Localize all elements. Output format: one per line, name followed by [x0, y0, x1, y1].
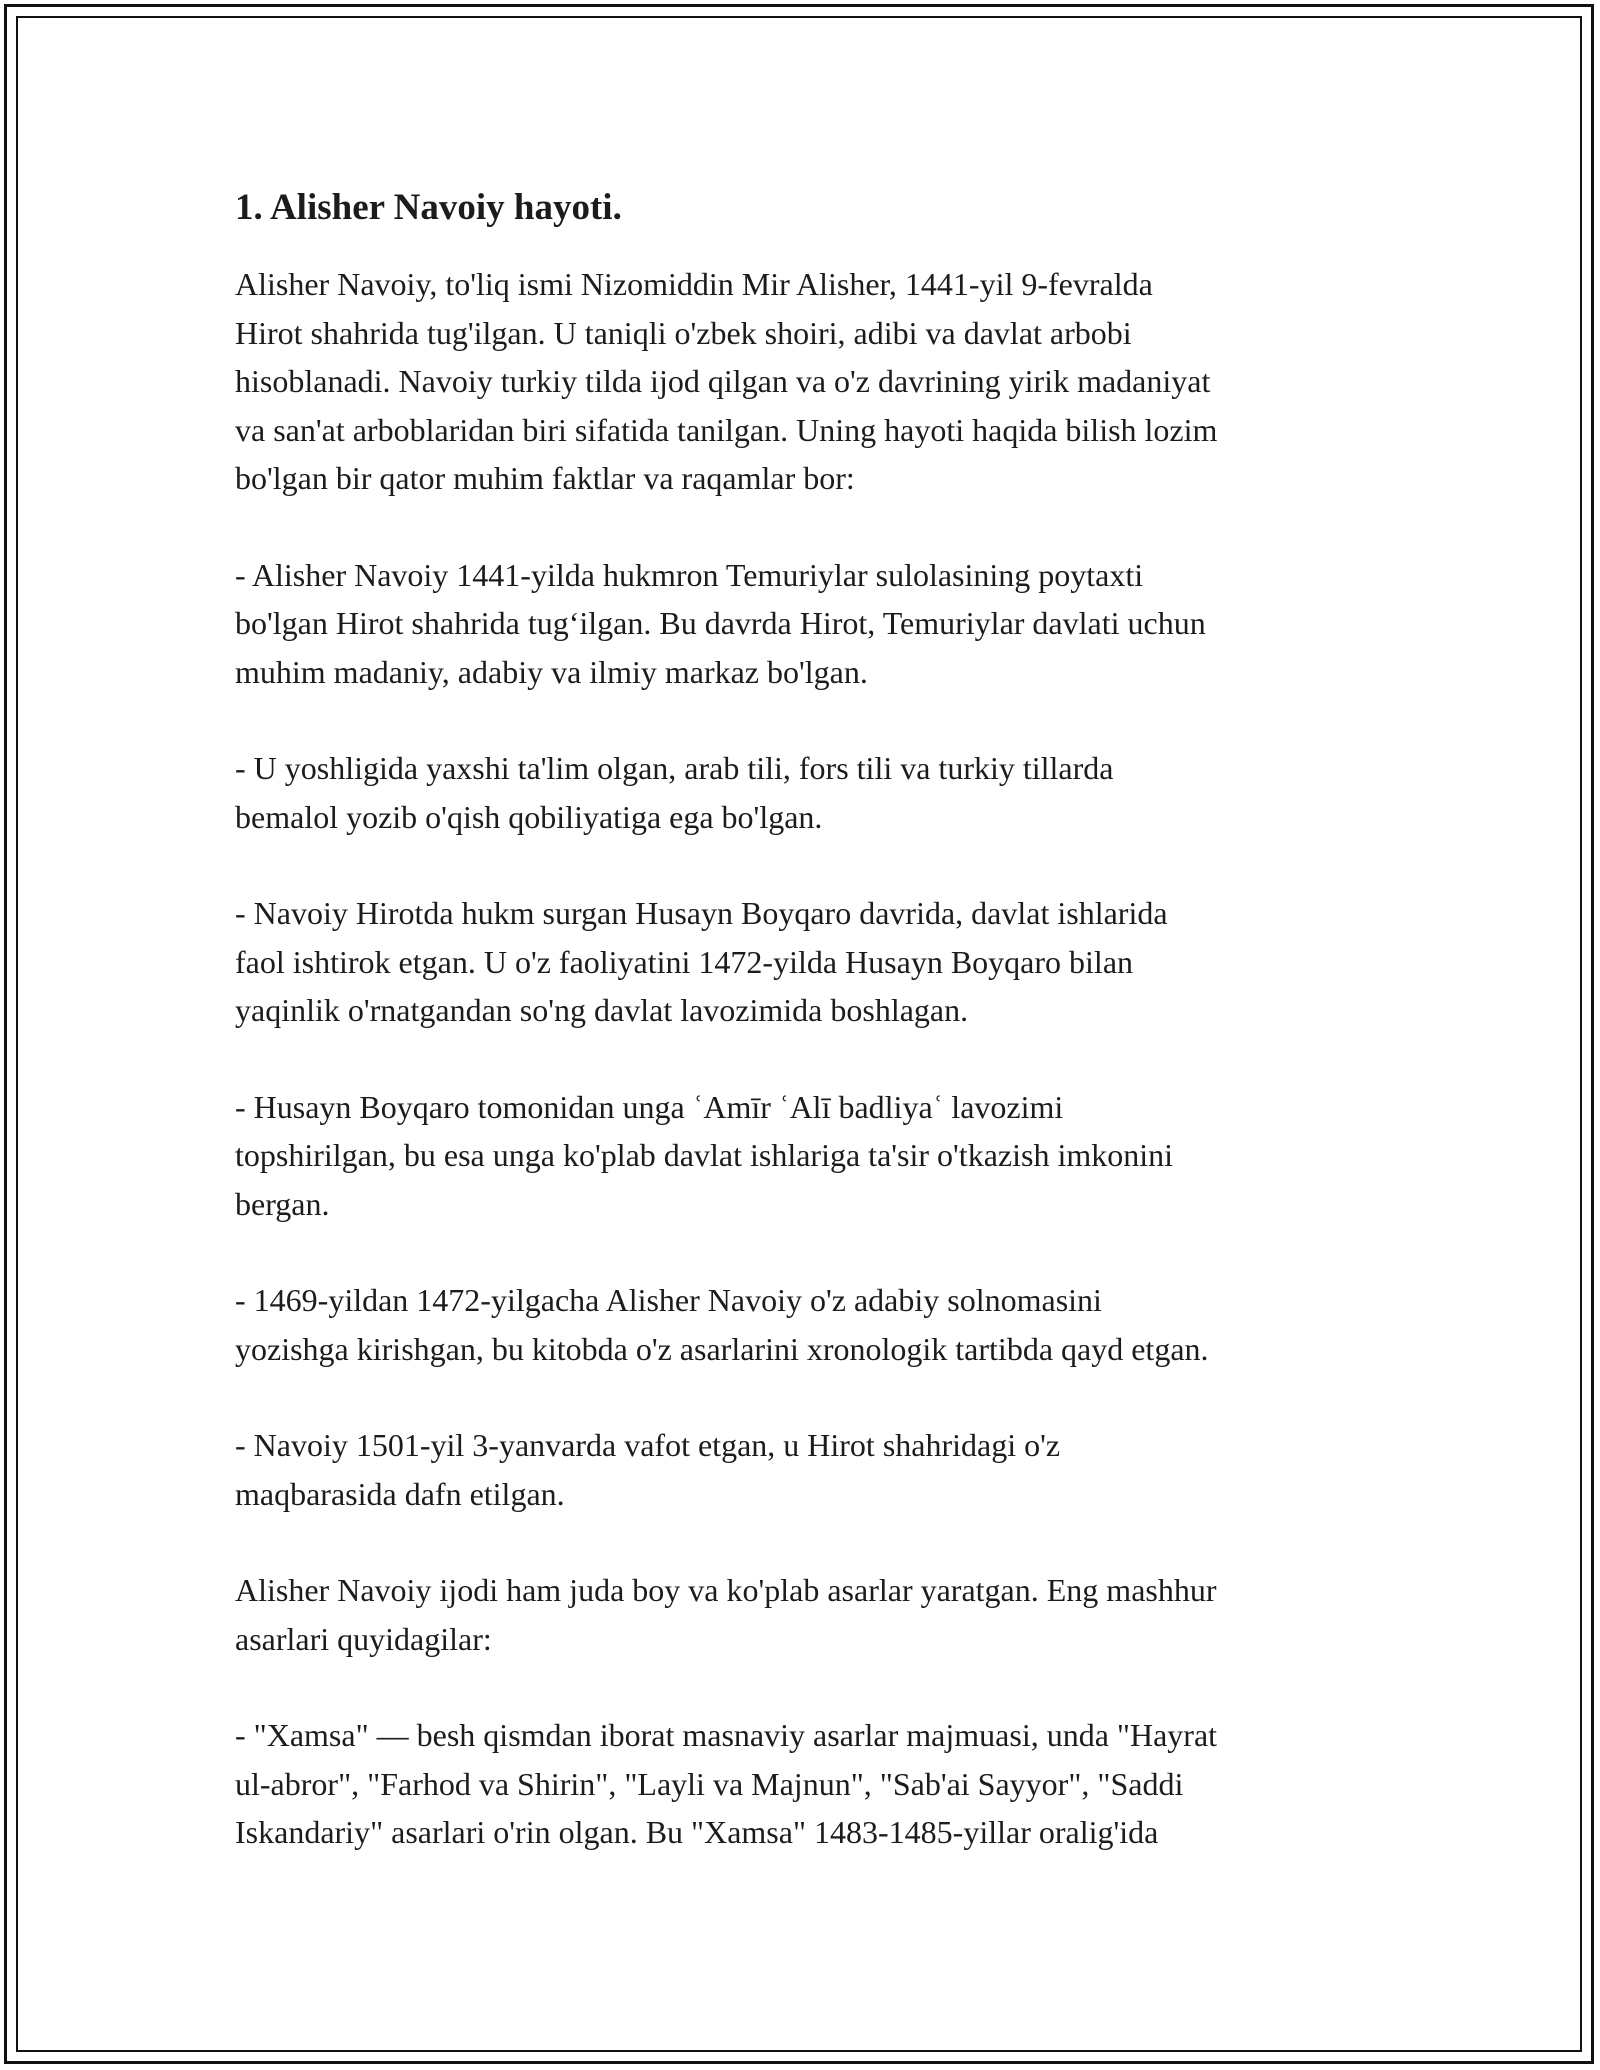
fact-birthplace: - Alisher Navoiy 1441-yilda hukmron Temuriylar sulolasining poytaxti bo'lgan Hirot shahrida tug‘ilgan. Bu davrda Hirot, Temuriylar davlati uchun muhim madaniy, adabiy va ilmiy markaz bo'lgan.: [235, 556, 1206, 690]
section-heading: 1. Alisher Navoiy hayoti.: [235, 187, 622, 228]
fact-appointment: - Husayn Boyqaro tomonidan unga ʿAmīr ʿAlī badliyaʿ lavozimi topshirilgan, bu esa unga ko'plab davlat ishlariga ta'sir o'tkazish imkonini bergan.: [235, 1088, 1173, 1222]
work-xamsa: - "Xamsa" — besh qismdan iborat masnaviy asarlar majmuasi, unda "Hayrat ul-abror", "Farhod va Shirin", "Layli va Majnun", "Sab'ai Sayyor", "Saddi Iskandariy" asarlari o'rin olgan. Bu "Xamsa" 1483-1485-yillar oralig'ida: [235, 1717, 1218, 1851]
fact-chronicle: - 1469-yildan 1472-yilgacha Alisher Navoiy o'z adabiy solnomasini yozishga kirishgan, bu kitobda o'z asarlarini xronologik tartibda qayd etgan.: [235, 1282, 1209, 1367]
fact-death: - Navoiy 1501-yil 3-yanvarda vafot etgan, u Hirot shahridagi o'z maqbarasida dafn etilgan.: [235, 1427, 1061, 1512]
works-intro-paragraph: Alisher Navoiy ijodi ham juda boy va ko'plab asarlar yaratgan. Eng mashhur asarlari quyidagilar:: [235, 1572, 1217, 1657]
fact-state-service: - Navoiy Hirotda hukm surgan Husayn Boyqaro davrida, davlat ishlarida faol ishtirok etgan. U o'z faoliyatini 1472-yilda Husayn Boyqaro bilan yaqinlik o'rnatgandan so'ng davlat lavozimida boshlagan.: [235, 895, 1168, 1029]
intro-paragraph: Alisher Navoiy, to'liq ismi Nizomiddin Mir Alisher, 1441-yil 9-fevralda Hirot shahrida tug'ilgan. U taniqli o'zbek shoiri, adibi va davlat arbobi hisoblanadi. Navoiy turkiy tilda ijod qilgan va o'z davrining yirik madaniyat va san'at arboblaridan biri sifatida tanilgan. Uning hayoti haqida bilish lozim bo'lgan bir qator muhim faktlar va raqamlar bor:: [235, 266, 1218, 497]
fact-education: - U yoshligida yaxshi ta'lim olgan, arab tili, fors tili va turkiy tillarda bemalol yozib o'qish qobiliyatiga ega bo'lgan.: [235, 750, 1114, 835]
document-body: [235, 186, 1380, 1905]
